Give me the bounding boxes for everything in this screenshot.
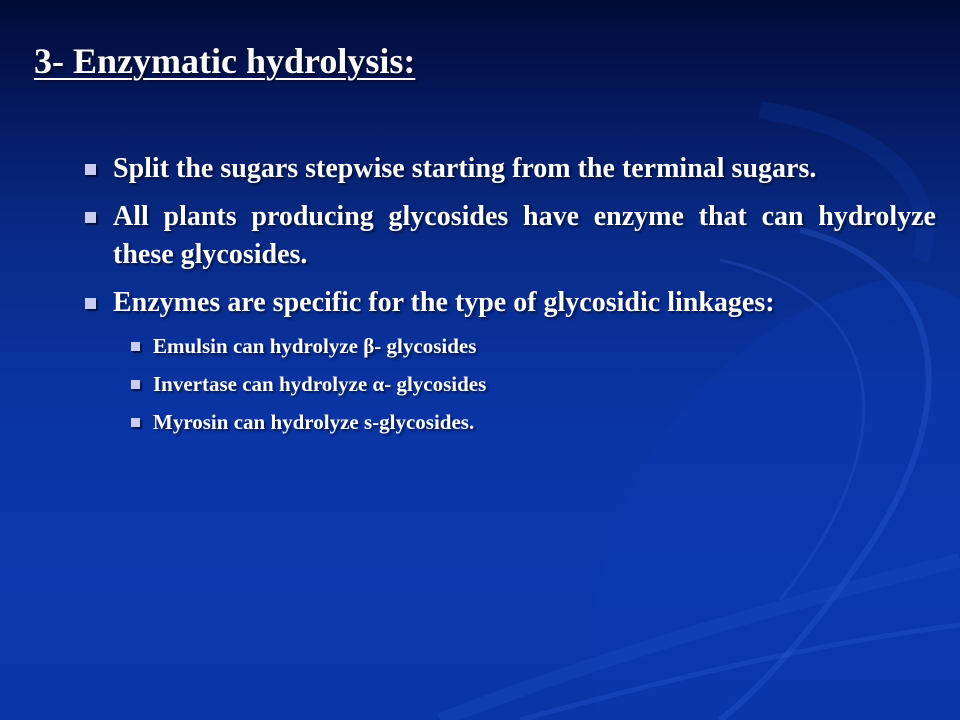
square-bullet-icon	[85, 298, 96, 309]
square-bullet-icon	[131, 380, 140, 389]
square-bullet-icon	[85, 164, 96, 175]
sub-bullet-text: Emulsin can hydrolyze β- glycosides	[153, 334, 477, 358]
slide-title: 3- Enzymatic hydrolysis:	[34, 41, 416, 81]
sub-bullet-item	[126, 332, 936, 360]
sub-bullet-list	[84, 332, 936, 436]
bullet-item	[84, 284, 936, 322]
sub-bullet-text: Invertase can hydrolyze α- glycosides	[153, 372, 487, 396]
square-bullet-icon	[85, 212, 96, 223]
bullet-item	[84, 150, 936, 188]
bullet-item	[84, 198, 936, 274]
bullet-text: All plants producing glycosides have enzyme that can hydrolyze these glycosides.	[113, 201, 936, 270]
sub-bullet-text: Myrosin can hydrolyze s-glycosides.	[153, 410, 475, 434]
bullet-list	[84, 150, 936, 446]
bullet-text: Split the sugars stepwise starting from the terminal sugars.	[113, 153, 817, 184]
sub-bullet-item	[126, 408, 936, 436]
square-bullet-icon	[131, 418, 140, 427]
sub-bullet-item	[126, 370, 936, 398]
bullet-text: Enzymes are specific for the type of glycosidic linkages:	[113, 287, 775, 318]
square-bullet-icon	[131, 342, 140, 351]
sub-bullet-group	[84, 332, 936, 436]
